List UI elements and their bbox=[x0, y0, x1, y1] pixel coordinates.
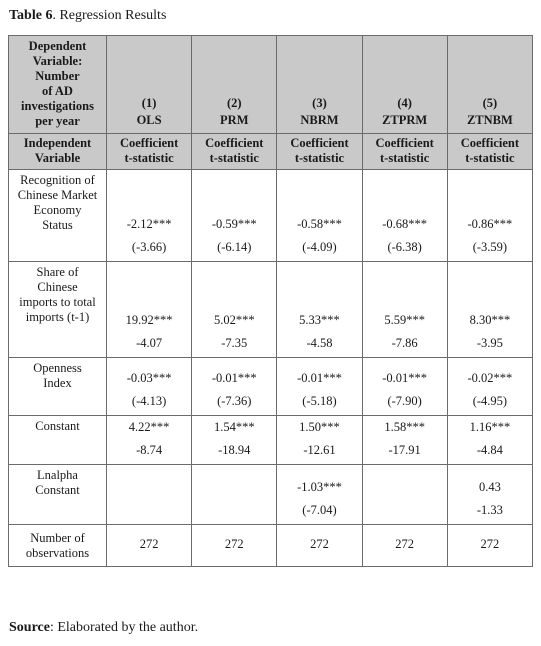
model-header-4 bbox=[362, 36, 447, 134]
estimate-cell bbox=[362, 416, 447, 465]
obs-line-1: Number of bbox=[30, 530, 85, 545]
coefficient-value: 1.50*** bbox=[299, 420, 340, 434]
coefficient-value: 5.59*** bbox=[384, 313, 425, 327]
model-num-3: (3) bbox=[312, 96, 327, 110]
obs-line-2: observations bbox=[25, 545, 90, 560]
estimate-cell bbox=[107, 465, 192, 525]
coefficient-value: -0.02*** bbox=[467, 371, 513, 385]
estimate-cell bbox=[362, 358, 447, 416]
coefficient-value: 0.43 bbox=[478, 480, 501, 494]
coefficient-value: -2.12*** bbox=[126, 217, 172, 231]
row-label-line: Economy bbox=[33, 203, 82, 217]
coefficient-value: -0.68*** bbox=[382, 217, 428, 231]
coef-label: Coefficient bbox=[460, 136, 520, 150]
model-name-4: ZTPRM bbox=[382, 113, 428, 127]
row-label bbox=[9, 358, 107, 416]
estimate-cell bbox=[447, 358, 532, 416]
tstat-value: -18.94 bbox=[218, 443, 251, 457]
estimate-cell bbox=[107, 262, 192, 358]
tstat-label: t-statistic bbox=[380, 151, 430, 165]
coefficient-value: -0.86*** bbox=[467, 217, 513, 231]
table-row bbox=[9, 416, 533, 465]
coefficient-value: -0.58*** bbox=[297, 217, 342, 231]
coefficient-value: 1.58*** bbox=[384, 420, 425, 434]
observations-value: 272 bbox=[277, 525, 362, 567]
coef-label: Coefficient bbox=[205, 136, 264, 150]
estimate-cell bbox=[277, 358, 362, 416]
coefficient-value: -0.01*** bbox=[382, 371, 428, 385]
row-label-line: Constant bbox=[35, 483, 80, 497]
coefficient-value: 1.54*** bbox=[213, 420, 255, 434]
model-header-5 bbox=[447, 36, 532, 134]
observations-value: 272 bbox=[362, 525, 447, 567]
table-row bbox=[9, 358, 533, 416]
tstat-value: -7.35 bbox=[221, 336, 248, 350]
row-label bbox=[9, 465, 107, 525]
estimate-cell bbox=[192, 358, 277, 416]
model-num-2: (2) bbox=[226, 96, 242, 110]
tstat-value: (-5.18) bbox=[302, 394, 337, 408]
coefficient-value: -0.01*** bbox=[211, 371, 257, 385]
row-label-line: Status bbox=[42, 218, 73, 232]
row-label bbox=[9, 416, 107, 465]
subheader-row bbox=[9, 134, 533, 170]
model-num-4: (4) bbox=[397, 96, 412, 110]
model-header-3 bbox=[277, 36, 362, 134]
estimate-cell bbox=[447, 170, 532, 262]
source-note bbox=[9, 620, 198, 636]
tstat-value: (-3.59) bbox=[472, 240, 508, 254]
table-row bbox=[9, 262, 533, 358]
coefficient-value: 1.16*** bbox=[469, 420, 511, 434]
estimate-cell bbox=[362, 170, 447, 262]
row-label-line: Constant bbox=[35, 419, 80, 433]
estimate-cell bbox=[362, 262, 447, 358]
row-label-line: imports (t-1) bbox=[25, 310, 90, 324]
coef-label: Coefficient bbox=[375, 136, 434, 150]
tstat-value: (-4.13) bbox=[131, 394, 167, 408]
observations-value: 272 bbox=[107, 525, 192, 567]
estimate-cell bbox=[107, 416, 192, 465]
coefficient-value: 19.92*** bbox=[125, 313, 173, 327]
tstat-label: t-statistic bbox=[294, 151, 345, 165]
coef-label: Coefficient bbox=[119, 136, 179, 150]
row-label-line: Recognition of bbox=[20, 173, 95, 187]
observations-row bbox=[9, 525, 533, 567]
tstat-value: -4.58 bbox=[306, 336, 333, 350]
model-header-1 bbox=[107, 36, 192, 134]
row-label-line: Chinese Market bbox=[17, 188, 98, 202]
tstat-value: -1.33 bbox=[476, 503, 503, 517]
coef-label: Coefficient bbox=[290, 136, 349, 150]
independent-variable-header bbox=[9, 134, 107, 170]
tstat-value: -3.95 bbox=[476, 336, 503, 350]
table-title-label: Table 6 bbox=[9, 8, 53, 23]
indep-line-2: Variable bbox=[34, 151, 81, 165]
tstat-value: -8.74 bbox=[136, 443, 163, 457]
tstat-label: t-statistic bbox=[124, 151, 174, 165]
tstat-value: (-7.90) bbox=[387, 394, 422, 408]
tstat-value: -17.91 bbox=[388, 443, 421, 457]
estimate-cell bbox=[277, 262, 362, 358]
model-name-1: OLS bbox=[136, 113, 162, 127]
dep-line-4: of AD bbox=[42, 84, 73, 98]
estimate-cell bbox=[107, 358, 192, 416]
model-name-3: NBRM bbox=[300, 113, 339, 127]
model-num-1: (1) bbox=[141, 96, 157, 110]
coefficient-value: -0.03*** bbox=[126, 371, 172, 385]
source-text: : Elaborated by the author. bbox=[49, 620, 199, 635]
estimate-cell bbox=[447, 465, 532, 525]
tstat-value: -4.07 bbox=[136, 336, 163, 350]
coefficient-value: -0.59*** bbox=[211, 217, 257, 231]
dep-line-3: Number bbox=[35, 69, 80, 83]
estimate-cell bbox=[447, 262, 532, 358]
dep-line-5: investigations bbox=[21, 99, 94, 113]
source-label: Source bbox=[9, 620, 50, 635]
estimate-cell bbox=[277, 416, 362, 465]
table-row bbox=[9, 170, 533, 262]
model-header-row bbox=[9, 36, 533, 134]
coefficient-value: 5.02*** bbox=[213, 313, 255, 327]
dependent-variable-header bbox=[9, 36, 107, 134]
coefficient-value: 8.30*** bbox=[469, 313, 511, 327]
model-num-5: (5) bbox=[482, 96, 498, 110]
estimate-cell bbox=[192, 416, 277, 465]
estimate-cell bbox=[277, 170, 362, 262]
table-title bbox=[9, 8, 166, 24]
table-title-text: . Regression Results bbox=[52, 8, 167, 23]
row-label bbox=[9, 170, 107, 262]
estimate-cell bbox=[192, 465, 277, 525]
observations-value: 272 bbox=[192, 525, 277, 567]
dep-line-1: Dependent bbox=[28, 39, 87, 53]
estimate-cell bbox=[447, 416, 532, 465]
row-label bbox=[9, 262, 107, 358]
tstat-value: (-4.09) bbox=[302, 240, 337, 254]
indep-line-1: Independent bbox=[23, 136, 92, 150]
tstat-value: (-6.38) bbox=[387, 240, 422, 254]
tstat-value: (-7.04) bbox=[302, 503, 337, 517]
estimate-cell bbox=[192, 262, 277, 358]
stat-header-4 bbox=[362, 134, 447, 170]
observations-value: 272 bbox=[447, 525, 532, 567]
row-label-line: Chinese bbox=[37, 280, 78, 294]
estimate-cell bbox=[192, 170, 277, 262]
estimate-cell bbox=[277, 465, 362, 525]
tstat-value: -12.61 bbox=[303, 443, 336, 457]
coefficient-value: -0.01*** bbox=[297, 371, 342, 385]
row-label-line: Index bbox=[43, 376, 72, 390]
tstat-label: t-statistic bbox=[465, 151, 515, 165]
model-name-2: PRM bbox=[220, 113, 249, 127]
regression-table bbox=[8, 35, 533, 567]
tstat-value: (-7.36) bbox=[217, 394, 252, 408]
stat-header-5 bbox=[447, 134, 532, 170]
table-row bbox=[9, 465, 533, 525]
coefficient-value: 5.33*** bbox=[299, 313, 340, 327]
row-label-line: Lnalpha bbox=[37, 468, 78, 482]
tstat-value: -7.86 bbox=[391, 336, 418, 350]
dep-line-6: per year bbox=[35, 114, 80, 128]
observations-label bbox=[9, 525, 107, 567]
tstat-label: t-statistic bbox=[209, 151, 259, 165]
table-body bbox=[9, 170, 533, 525]
stat-header-2 bbox=[192, 134, 277, 170]
tstat-value: (-3.66) bbox=[131, 240, 167, 254]
coefficient-value: -1.03*** bbox=[297, 480, 342, 494]
tstat-value: (-4.95) bbox=[472, 394, 508, 408]
tstat-value: -4.84 bbox=[476, 443, 503, 457]
row-label-line: Share of bbox=[36, 265, 79, 279]
model-name-5: ZTNBM bbox=[466, 113, 513, 127]
coefficient-value: 4.22*** bbox=[128, 420, 170, 434]
stat-header-1 bbox=[107, 134, 192, 170]
model-header-2 bbox=[192, 36, 277, 134]
stat-header-3 bbox=[277, 134, 362, 170]
row-label-line: imports to total bbox=[19, 295, 96, 309]
tstat-value: (-6.14) bbox=[217, 240, 252, 254]
row-label-line: Openness bbox=[33, 361, 82, 375]
estimate-cell bbox=[107, 170, 192, 262]
dep-line-2: Variable: bbox=[32, 54, 83, 68]
estimate-cell bbox=[362, 465, 447, 525]
